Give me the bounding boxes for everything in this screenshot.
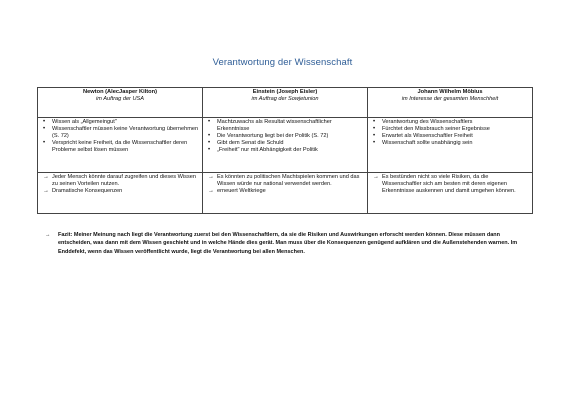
list-item-text: „Freiheit" nur mit Abhängigkeit der Politik [217,146,318,153]
comparison-table [37,87,533,214]
table-header-row [38,88,533,118]
bullet-icon: • [373,132,376,139]
list-item [41,140,199,154]
list-item [206,174,364,188]
list-item-text: Es bestünden nicht so viele Risiken, da die Wissenschaftler sich am besten mit deren eigenen Erkenntnisse auskennen und damit umgehen können. [382,174,516,194]
list-item [206,147,364,154]
list-item-text: Verantwortung des Wissenschaftlers [382,119,473,125]
list-item-text: Erwartet als Wissenschaftler Freiheit [382,132,473,139]
arrow-right-icon: → [208,174,214,180]
arrow-right-icon: → [43,187,49,194]
consequences-cell-newton [38,173,203,214]
bullet-icon: • [43,119,46,125]
header-cell-newton [38,88,203,118]
document-title: Verantwortung der Wissenschaft [212,57,353,68]
list-item-text: Verspricht keine Freiheit, da die Wissenschaftler deren Probleme selbst lösen müssen [52,139,188,153]
table-bullets-row [38,118,533,173]
list-item-text: Wissenschaftler müssen keine Verantwortung übernehmen (S. 72) [52,125,199,139]
column-subtitle: im Auftrag der Sowjetunion [251,95,319,102]
list-item [41,174,199,188]
list-item-text: Wissen als „Allgemeingut" [52,119,117,125]
conclusion-text: Fazit: Meiner Meinung nach liegt die Verantwortung zuerst bei den Wissenschaftlern, da sie die Risiken und Auswirkungen erforscht werden können. Diese müssen dann entscheiden, was dann mit dem Wissen geschieht und in welche Hände dies gerät. Man muss über die Konsequenzen genügend aufklären und die Außenstehenden warnen. Im Enddefekt, wenn das Wissen veröffentlicht wurde, liegt die Verantwortung bei allen Menschen. [58,232,518,255]
table-consequences-row [38,173,533,214]
bullet-icon: • [373,139,376,146]
consequences-cell-einstein [203,173,368,214]
list-item-text: Jeder Mensch könnte darauf zugreifen und dieses Wissen zu seinen Vorteilen nutzen. [52,174,196,187]
list-item-text: Gibt dem Senat die Schuld [217,139,284,146]
arrow-right-icon: → [208,187,214,194]
bullet-icon: • [208,119,211,125]
list-item [371,174,529,195]
consequences-cell-moebius [368,173,533,214]
list-item-text: erneuert Weltkriege [217,187,266,194]
list-item-text: Die Verantwortung liegt bei der Politik (S. 72) [217,132,329,139]
list-item [206,188,364,195]
list-item-text: Fürchtet den Missbrauch seiner Ergebnisse [382,125,490,132]
list-item [41,119,199,126]
list-item [206,140,364,147]
list-item [371,126,529,133]
bullets-cell-einstein [203,118,368,173]
list-item-text: Es könnten zu politischen Machtspielen kommen und das Wissen würde nur national verwendet werden. [217,174,360,187]
header-cell-einstein [203,88,368,118]
conclusion-paragraph [45,231,532,256]
column-subtitle: im Auftrag der USA [96,95,144,102]
bullets-cell-newton [38,118,203,173]
bullet-icon: • [208,146,211,153]
column-name: Einstein (Joseph Eisler) [252,89,318,95]
bullet-icon: • [208,132,211,139]
list-item-text: Dramatische Konsequenzen [52,187,123,194]
list-item [206,119,364,133]
header-cell-moebius [368,88,533,118]
bullet-icon: • [373,119,376,125]
arrow-right-icon: → [45,232,51,238]
bullets-cell-moebius [368,118,533,173]
list-item [371,119,529,126]
list-item-text: Machtzuwachs als Resultat wissenschaftlicher Erkenntnisse [217,119,332,132]
list-item-text: Wissenschaft sollte unabhängig sein [382,139,473,146]
bullet-icon: • [208,139,211,146]
list-item [41,188,199,195]
arrow-right-icon: → [373,174,379,180]
column-name: Johann Wilhelm Möbius [417,89,483,95]
arrow-right-icon: → [43,174,49,180]
bullet-icon: • [43,139,46,146]
bullet-icon: • [373,125,376,132]
list-item [371,133,529,140]
column-name: Newton (AlecJasper Kilton) [83,89,157,95]
column-subtitle: im Interesse der gesamten Menschheit [401,95,499,102]
list-item [206,133,364,140]
list-item [371,140,529,147]
bullet-icon: • [43,125,46,132]
list-item [41,126,199,140]
